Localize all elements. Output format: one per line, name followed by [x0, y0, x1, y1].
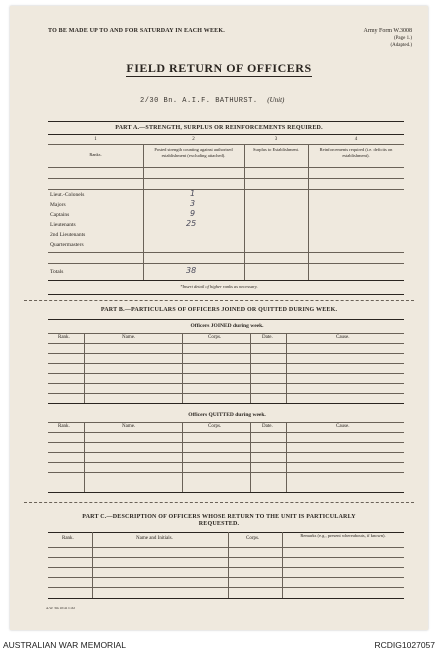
part-b-title-rule: [48, 319, 404, 320]
col-number-rule: [48, 144, 404, 145]
quitted-row-rule-3: [48, 462, 404, 463]
header-rule: [48, 167, 404, 168]
rank-lieut-colonels: Lieut.-Colonels: [50, 192, 85, 198]
form-title: FIELD RETURN OF OFFICERS: [126, 61, 312, 75]
quitted-heading: Officers QUITTED during week.: [188, 412, 266, 418]
quitted-divider-3: [250, 422, 251, 492]
part-c-divider-2: [228, 532, 229, 598]
blank-row-rule-1: [48, 178, 404, 179]
joined-row-rule-5: [48, 393, 404, 394]
strength-lieut-colonels: 1: [190, 189, 196, 198]
joined-bottom-rule: [48, 403, 404, 404]
print-code: A.W. 3m 10/41 C.62: [46, 606, 76, 610]
part-c-col-remarks: Remarks (e.g., present whereabouts, if known).: [300, 533, 386, 538]
joined-colhead-rule: [48, 343, 404, 344]
quitted-heading-rule: [48, 422, 404, 423]
part-c-title-line2: REQUESTED.: [198, 521, 240, 527]
form-name: Army Form W.3008: [363, 28, 412, 34]
part-c-separator: [24, 502, 414, 503]
joined-heading-rule: [48, 333, 404, 334]
part-c-col-rank: Rank.: [62, 536, 74, 541]
col-number-1: 1: [94, 137, 97, 142]
archive-caption-bar: [0, 637, 438, 654]
col-divider-2: [244, 144, 245, 280]
quitted-bottom-rule: [48, 492, 404, 493]
header-surplus: Surplus to Establishment.: [252, 147, 300, 152]
rank-captains: Captains: [50, 212, 70, 218]
blank-row-rule-3: [48, 252, 404, 253]
form-adapted: (Adapted.): [390, 43, 412, 48]
col-number-2: 2: [192, 137, 195, 142]
header-ranks: Ranks.: [89, 152, 102, 157]
joined-divider-4: [286, 333, 287, 403]
joined-col-rank: Rank.: [58, 335, 70, 340]
header-posted-strength: Posted strength counting against authorised establishment (excluding attached).: [154, 147, 233, 158]
archive-reference: RCDIG1027057: [374, 640, 435, 650]
totals-rule: [48, 280, 404, 281]
quitted-row-rule-2: [48, 452, 404, 453]
quitted-col-rank: Rank.: [58, 424, 70, 429]
part-c-col-corps: Corps.: [246, 536, 260, 541]
part-a-top-rule: [48, 121, 404, 122]
part-c-divider-1: [92, 532, 93, 598]
part-c-col-name: Name and Initials.: [136, 536, 173, 541]
joined-row-rule-2: [48, 363, 404, 364]
unit-value: 2/30 Bn. A.I.F. BATHURST.: [140, 97, 258, 105]
quitted-divider-4: [286, 422, 287, 492]
form-sheet: [10, 6, 428, 630]
joined-heading: Officers JOINED during week.: [190, 323, 264, 329]
part-a-title: PART A.—STRENGTH, SURPLUS OR REINFORCEMENTS REQUIRED.: [115, 125, 323, 131]
joined-col-date: Date.: [262, 335, 273, 340]
col-divider-1: [143, 144, 144, 280]
strength-majors: 3: [190, 199, 196, 208]
joined-col-name: Name.: [122, 335, 136, 340]
rank-2nd-lieutenants: 2nd Lieutenants: [50, 232, 86, 238]
joined-row-rule-3: [48, 373, 404, 374]
quitted-col-name: Name.: [122, 424, 136, 429]
strength-captains: 9: [190, 209, 196, 218]
submission-instruction: TO BE MADE UP TO AND FOR SATURDAY IN EACH WEEK.: [48, 28, 225, 34]
part-b-title: PART B.—PARTICULARS OF OFFICERS JOINED OR QUITTED DURING WEEK.: [100, 307, 338, 313]
joined-divider-3: [250, 333, 251, 403]
totals-value: 38: [186, 266, 197, 275]
part-c-row-rule-1: [48, 557, 404, 558]
part-b-separator: [24, 300, 414, 301]
col-divider-3: [308, 144, 309, 280]
joined-col-corps: Corps.: [208, 335, 222, 340]
part-c-title-line1: PART C.—DESCRIPTION OF OFFICERS WHOSE RETURN TO THE UNIT IS PARTICULARLY: [82, 514, 356, 520]
part-a-title-rule: [48, 134, 404, 135]
part-c-row-rule-4: [48, 587, 404, 588]
joined-divider-1: [84, 333, 85, 403]
rank-majors: Majors: [50, 202, 66, 208]
totals-label: Totals: [50, 269, 64, 275]
quitted-colhead-rule: [48, 432, 404, 433]
blank-row-rule-2: [48, 189, 404, 190]
joined-divider-2: [182, 333, 183, 403]
part-a-bottom-rule: [48, 294, 404, 295]
quitted-col-cause: Cause.: [336, 424, 350, 429]
quitted-row-rule-4: [48, 472, 404, 473]
form-page: (Page 1.): [393, 36, 412, 41]
unit-line: [140, 96, 284, 105]
unit-label: (Unit): [267, 96, 285, 104]
blank-row-rule-4: [48, 263, 404, 264]
part-c-row-rule-2: [48, 567, 404, 568]
rank-lieutenants: Lieutenants: [50, 222, 76, 228]
header-reinforcements: Reinforcements required (i.e. deficits on establishment).: [319, 147, 393, 158]
joined-row-rule-1: [48, 353, 404, 354]
archive-name: AUSTRALIAN WAR MEMORIAL: [3, 640, 126, 650]
part-a-footnote: *Insert detail of higher ranks as necessary.: [180, 284, 258, 289]
strength-lieutenants: 25: [186, 219, 197, 228]
part-c-divider-3: [282, 532, 283, 598]
rank-quartermasters: Quartermasters: [50, 242, 84, 248]
joined-col-cause: Cause.: [336, 335, 350, 340]
col-number-4: 4: [354, 137, 358, 142]
part-c-bottom-rule: [48, 598, 404, 599]
quitted-row-rule-1: [48, 442, 404, 443]
quitted-divider-1: [84, 422, 85, 492]
quitted-col-date: Date.: [262, 424, 273, 429]
form-identifier: [363, 28, 412, 49]
part-c-row-rule-3: [48, 577, 404, 578]
joined-row-rule-4: [48, 383, 404, 384]
quitted-col-corps: Corps.: [208, 424, 222, 429]
col-number-3: 3: [274, 137, 278, 142]
part-c-colhead-rule: [48, 547, 404, 548]
quitted-divider-2: [182, 422, 183, 492]
